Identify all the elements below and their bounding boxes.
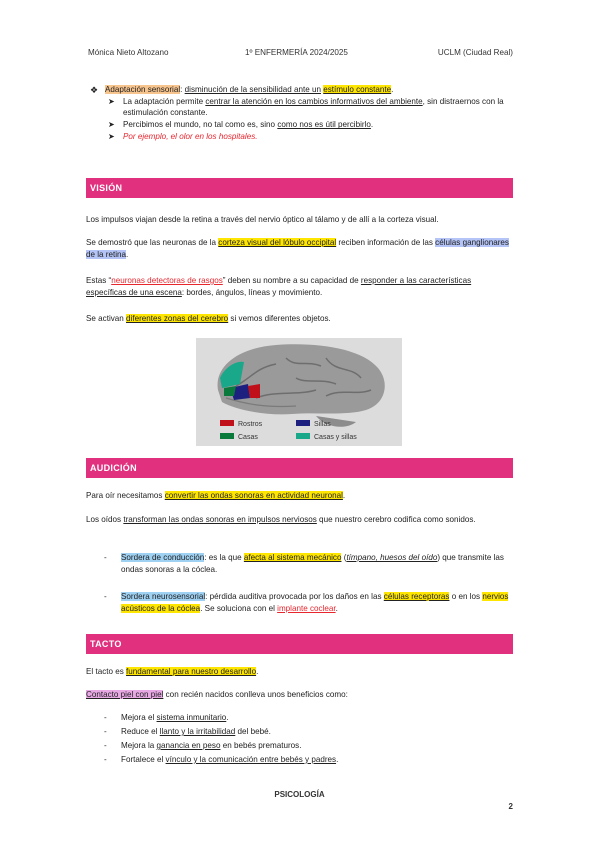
dash-bullet: - [104,553,107,562]
audicion-item-conduccion: - Sordera de conducción: es la que afecta al sistema mecánico (tímpano, huesos del oído) que transmite las ondas sonoras a la cóclea. [104,553,504,574]
arrow-bullet-icon: ➤ [108,120,115,130]
rostros-region [248,384,260,398]
tacto-benefit-2: - Reduce el llanto y la irritabilidad del bebé. [104,727,271,736]
dash-bullet: - [104,592,107,601]
legend-casas-label: Casas [238,434,258,441]
adaptation-definition: Adaptación sensorial: disminución de la sensibilidad ante un estímulo constante. [105,85,394,94]
header-university: UCLM (Ciudad Real) [437,48,513,57]
audicion-paragraph-1: Para oír necesitamos convertir las ondas sonoras en actividad neuronal. [86,491,346,500]
section-title-tacto: TACTO [86,634,513,654]
legend-rostros-swatch [220,420,234,426]
audicion-paragraph-2: Los oídos transforman las ondas sonoras en impulsos nerviosos que nuestro cerebro codifica como sonidos. [86,515,476,524]
header-author: Mónica Nieto Altozano [88,48,169,57]
arrow-bullet-icon: ➤ [108,96,115,106]
legend-sillas-label: Sillas [314,421,331,428]
tacto-benefit-3: - Mejora la ganancia en peso en bebés prematuros. [104,741,302,750]
header-course: 1º ENFERMERÍA 2024/2025 [245,48,348,57]
adaptation-sub-2: ➤ Percibimos el mundo, no tal como es, sino como nos es útil percibirlo. [108,120,374,130]
page-number: 2 [508,802,513,811]
tacto-paragraph-2: Contacto piel con piel con recién nacidos conlleva unos beneficios como: [86,690,348,699]
brain-illustration [196,338,402,446]
vision-paragraph-1: Los impulsos viajan desde la retina a través del nervio óptico al tálamo y de allí a la corteza visual. [86,215,439,224]
legend-rostros-label: Rostros [238,421,263,428]
tacto-paragraph-1: El tacto es fundamental para nuestro desarrollo. [86,667,259,676]
adaptation-sub-3: ➤ Por ejemplo, el olor en los hospitales. [108,131,258,141]
vision-paragraph-3: Estas “neuronas detectoras de rasgos” deben su nombre a su capacidad de responder a las características específicas de una escena: bordes, ángulos, líneas y movimiento. [86,276,472,297]
vision-paragraph-4: Se activan diferentes zonas del cerebro si vemos diferentes objetos. [86,314,331,323]
adaptation-sub-1: ➤ La adaptación permite centrar la atención en los cambios informativos del ambiente, sin distraernos con la estimulación constante. [108,96,504,118]
audicion-item-neurosensorial: - Sordera neurosensorial: pérdida auditiva provocada por los daños en las células receptoras o en los nervios acústicos de la cóclea. Se soluciona con el implante coclear. [104,592,509,613]
legend-casas-sillas-swatch [296,433,310,439]
arrow-bullet-icon: ➤ [108,131,115,141]
brain-figure [196,338,402,446]
tacto-benefit-1: - Mejora el sistema inmunitario. [104,713,229,722]
adaptation-bullet [90,84,510,143]
page-header [88,47,513,59]
legend-casas-swatch [220,433,234,439]
vision-paragraph-2: Se demostró que las neuronas de la corteza visual del lóbulo occipital reciben información de las células ganglionares de la retina. [86,238,509,259]
legend-sillas-swatch [296,420,310,426]
tacto-benefit-4: - Fortalece el vínculo y la comunicación entre bebés y padres. [104,755,339,764]
section-title-audicion: AUDICIÓN [86,458,513,478]
footer-subject: PSICOLOGÍA [274,790,325,799]
section-title-vision: VISIÓN [86,178,513,198]
diamond-bullet-icon: ❖ [90,85,99,95]
legend-casas-sillas-label: Casas y sillas [314,434,357,441]
